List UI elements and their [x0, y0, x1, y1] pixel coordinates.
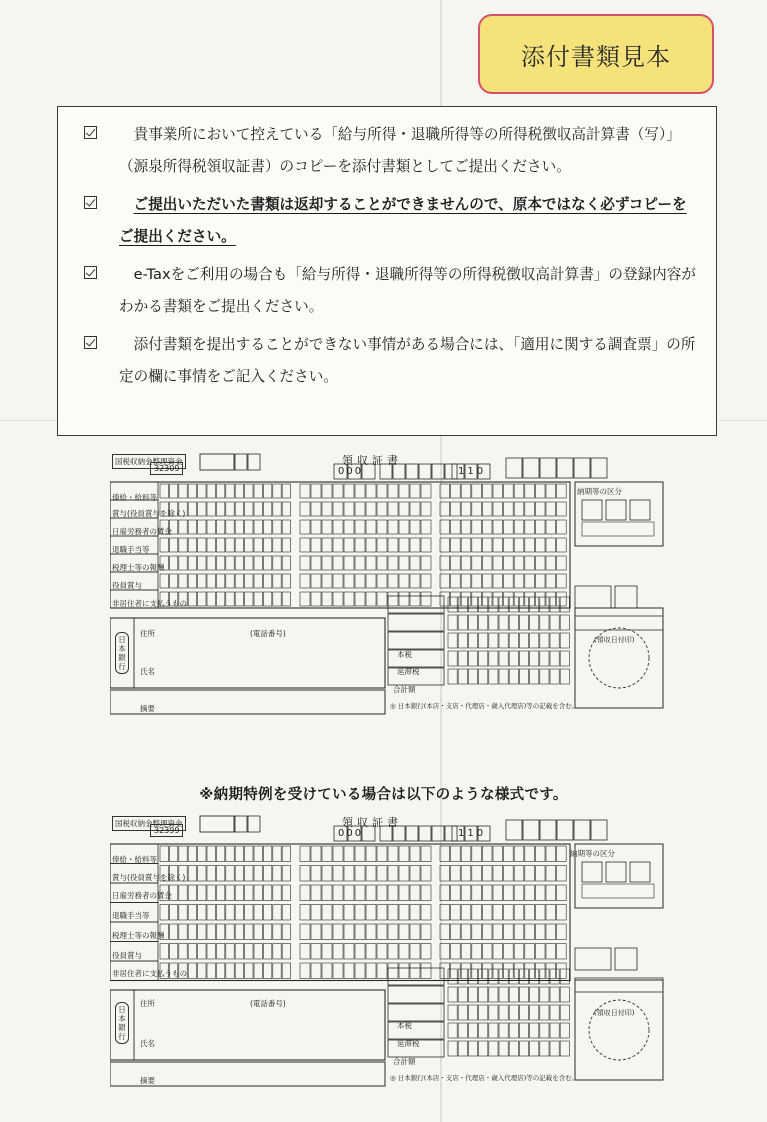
form-row-label: 退職手当等 — [112, 911, 150, 920]
form-seal-label: (領収日付印) — [594, 1009, 635, 1017]
form-phone-label: (電話番号) — [250, 629, 286, 638]
form-row-label: 日雇労務者の賃金 — [112, 527, 172, 536]
note-item — [84, 329, 698, 393]
form-header-left: 国税収納金整理資金 — [112, 454, 186, 469]
form-row-label: 役員賞与 — [112, 951, 142, 960]
form-name-label: 氏名 — [140, 667, 155, 676]
form-name-label: 氏名 — [140, 1039, 155, 1048]
form-row-label: 俸給・給料等 — [112, 493, 157, 502]
form-row-label: 賞与(役員賞与を除く) — [112, 509, 186, 518]
form-address-label: 住所 — [140, 999, 155, 1008]
form-tekiyou-label: 摘要 — [140, 704, 155, 713]
form-code: 32399 — [150, 824, 183, 837]
badge-label: 添付書類見本 — [521, 42, 671, 71]
form-row-label: 退職手当等 — [112, 545, 150, 554]
checkbox-icon — [84, 336, 97, 349]
form-title: 領収証書 — [342, 816, 402, 829]
form-bottom-note: ◎ 日本銀行(本店・支店・代理店・歳入代理店)等の記載を含む。 — [390, 1074, 579, 1082]
form-row-label: 税理士等の報酬 — [112, 563, 165, 572]
checkbox-icon — [84, 196, 97, 209]
form-row-label: 日雇労務者の賃金 — [112, 891, 172, 900]
form-row-label: 非居住者に支払うもの — [112, 599, 187, 608]
form-digits: 110 — [458, 828, 487, 839]
form-code: 32309 — [150, 462, 183, 475]
form-honzei-label: 本税 — [397, 1021, 412, 1030]
checkbox-icon — [84, 266, 97, 279]
form-tekiyou-label: 摘要 — [140, 1076, 155, 1085]
form-title: 領収証書 — [342, 454, 402, 467]
form-caption: ※納期特例を受けている場合は以下のような様式です。 — [199, 787, 568, 803]
sample-receipt-form-special — [110, 812, 665, 1112]
form-address-label: 住所 — [140, 629, 155, 638]
form-side-label: 納期等の区分 — [570, 849, 615, 858]
form-row-label: 俸給・給料等 — [112, 855, 157, 864]
form-goukei-label: 合計額 — [393, 1057, 416, 1066]
form-stamp: 日本銀行 — [115, 632, 129, 674]
checkbox-icon — [84, 126, 97, 139]
form-row-label: 税理士等の報酬 — [112, 931, 165, 940]
note-item — [84, 119, 698, 183]
form-entaizei-label: 延滞税 — [397, 667, 420, 676]
form-side-label: 納期等の区分 — [577, 487, 622, 496]
form-header-left: 国税収納金整理資金 — [112, 816, 186, 831]
form-seal-label: (領収日付印) — [594, 636, 635, 644]
notes-box — [57, 106, 717, 436]
form-row-label: 非居住者に支払うもの — [112, 969, 187, 978]
sample-attachment-badge — [478, 14, 714, 94]
form-phone-label: (電話番号) — [250, 999, 286, 1008]
form-row-label: 賞与(役員賞与を除く) — [112, 873, 186, 882]
note-text: 添付書類を提出することができない事情がある場合には、「適用に関する調査票」の所定の欄に事情をご記入ください。 — [119, 336, 696, 385]
form-row-label: 役員賞与 — [112, 581, 142, 590]
form-entaizei-label: 延滞税 — [397, 1039, 420, 1048]
note-item — [84, 259, 698, 323]
form-prefix: 000 — [338, 828, 364, 839]
form-prefix: 000 — [338, 466, 364, 477]
note-item — [84, 189, 698, 253]
note-text-emphasis: ご提出いただいた書類は返却することができませんので、原本ではなく必ずコピーをご提出ください。 — [119, 196, 687, 245]
note-text: e-Taxをご利用の場合も「給与所得・退職所得等の所得税徴収高計算書」の登録内容がわかる書類をご提出ください。 — [119, 266, 696, 315]
form-digits: 110 — [458, 466, 487, 477]
form-goukei-label: 合計額 — [393, 685, 416, 694]
form-stamp: 日本銀行 — [115, 1002, 129, 1044]
form-bottom-note: ◎ 日本銀行(本店・支店・代理店・歳入代理店)等の記載を含む。 — [390, 702, 579, 710]
note-text: 貴事業所において控えている「給与所得・退職所得等の所得税徴収高計算書（写）」（源泉所得税領収証書）のコピーを添付書類としてご提出ください。 — [119, 126, 681, 175]
form-honzei-label: 本税 — [397, 650, 412, 659]
sample-receipt-form-standard — [110, 450, 665, 740]
